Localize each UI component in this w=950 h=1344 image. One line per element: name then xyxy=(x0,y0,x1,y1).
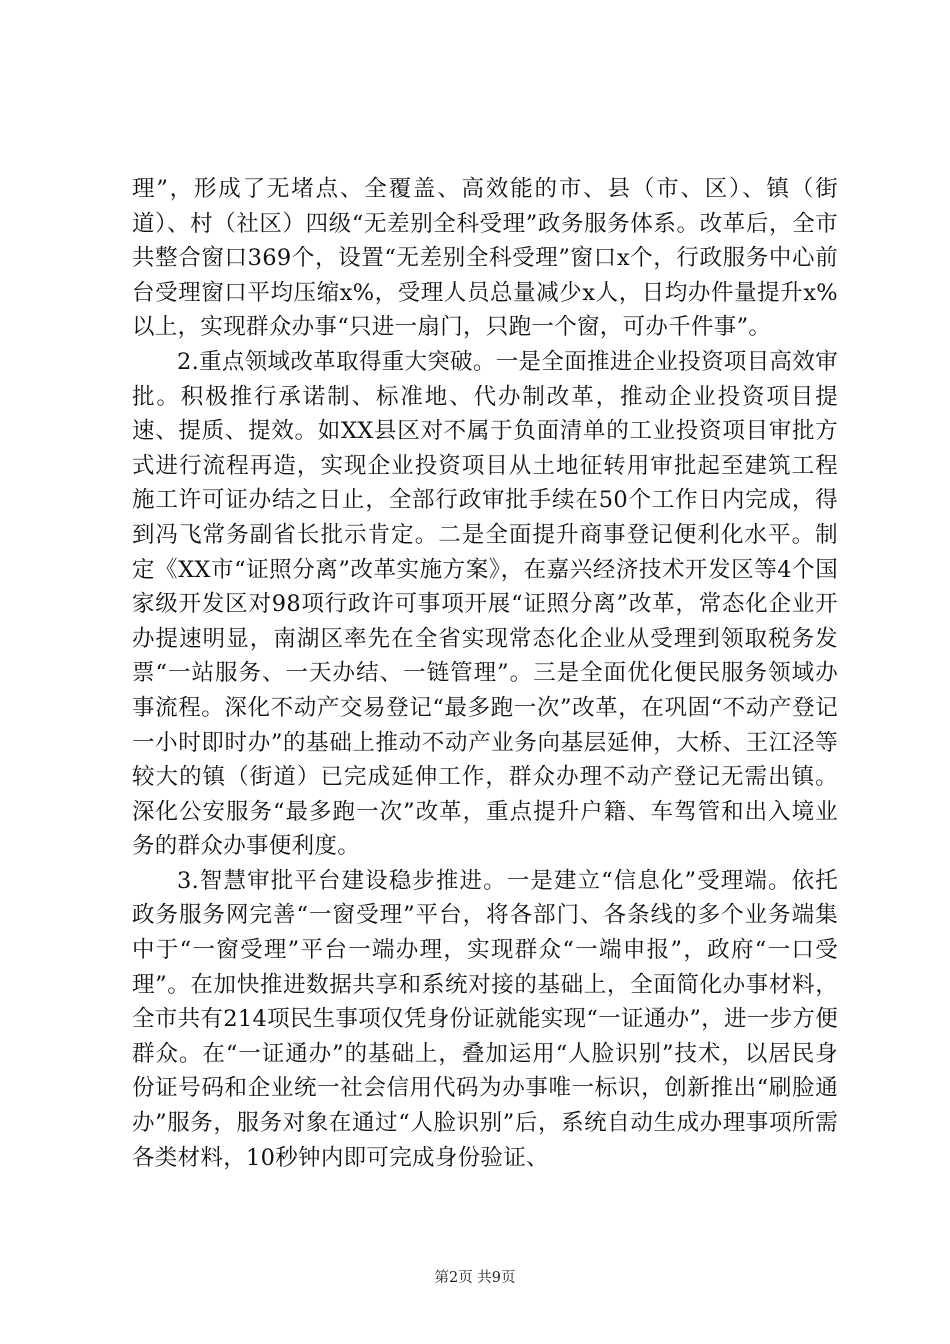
paragraph-continuation: 理”，形成了无堵点、全覆盖、高效能的市、县（市、区）、镇（街道）、村（社区）四级“无差别全科受理”政务服务体系。改革后，全市共整合窗口369个，设置“无差别全科受理”窗口x个，行政服务中心前台受理窗口平均压缩x%，受理人员总量减少x人，日均办件量提升x%以上，实现群众办事“只进一扇门，只跑一个窗，可办千件事”。 xyxy=(132,176,838,341)
paragraph-smart-approval-platform: 3.智慧审批平台建设稳步推进。一是建立“信息化”受理端。依托政务服务网完善“一窗受理”平台，将各部门、各条线的多个业务端集中于“一窗受理”平台一端办理，实现群众“一端申报”，政府“一口受理”。在加快推进数据共享和系统对接的基础上，全面简化办事材料，全市共有214项民生事项仅凭身份证就能实现“一证通办”，进一步方便群众。在“一证通办”的基础上，叠加运用“人脸识别”技术，以居民身份证号码和企业统一社会信用代码为办事唯一标识，创新推出“刷脸通办”服务，服务对象在通过“人脸识别”后，系统自动生成办理事项所需各类材料，10秒钟内即可完成身份验证、 xyxy=(132,867,838,1171)
document-body xyxy=(132,172,838,1175)
page-number-label: 第2页 共9页 xyxy=(434,1270,516,1286)
paragraph-key-areas-reform: 2.重点领域改革取得重大突破。一是全面推进企业投资项目高效审批。积极推行承诺制、标准地、代办制改革，推动企业投资项目提速、提质、提效。如XX县区对不属于负面清单的工业投资项目审批方式进行流程再造，实现企业投资项目从土地征转用审批起至建筑工程施工许可证办结之日止，全部行政审批手续在50个工作日内完成，得到冯飞常务副省长批示肯定。二是全面提升商事登记便利化水平。制定《XX市“证照分离”改革实施方案》，在嘉兴经济技术开发区等4个国家级开发区对98项行政许可事项开展“证照分离”改革，常态化企业开办提速明显，南湖区率先在全省实现常态化企业从受理到领取税务发票“一站服务、一天办结、一链管理”。三是全面优化便民服务领域办事流程。深化不动产交易登记“最多跑一次”改革，在巩固“不动产登记一小时即时办”的基础上推动不动产业务向基层延伸，大桥、王江泾等较大的镇（街道）已完成延伸工作，群众办理不动产登记无需出镇。深化公安服务“最多跑一次”改革，重点提升户籍、车驾管和出入境业务的群众办事便利度。 xyxy=(132,348,838,860)
page-footer xyxy=(0,1268,950,1288)
